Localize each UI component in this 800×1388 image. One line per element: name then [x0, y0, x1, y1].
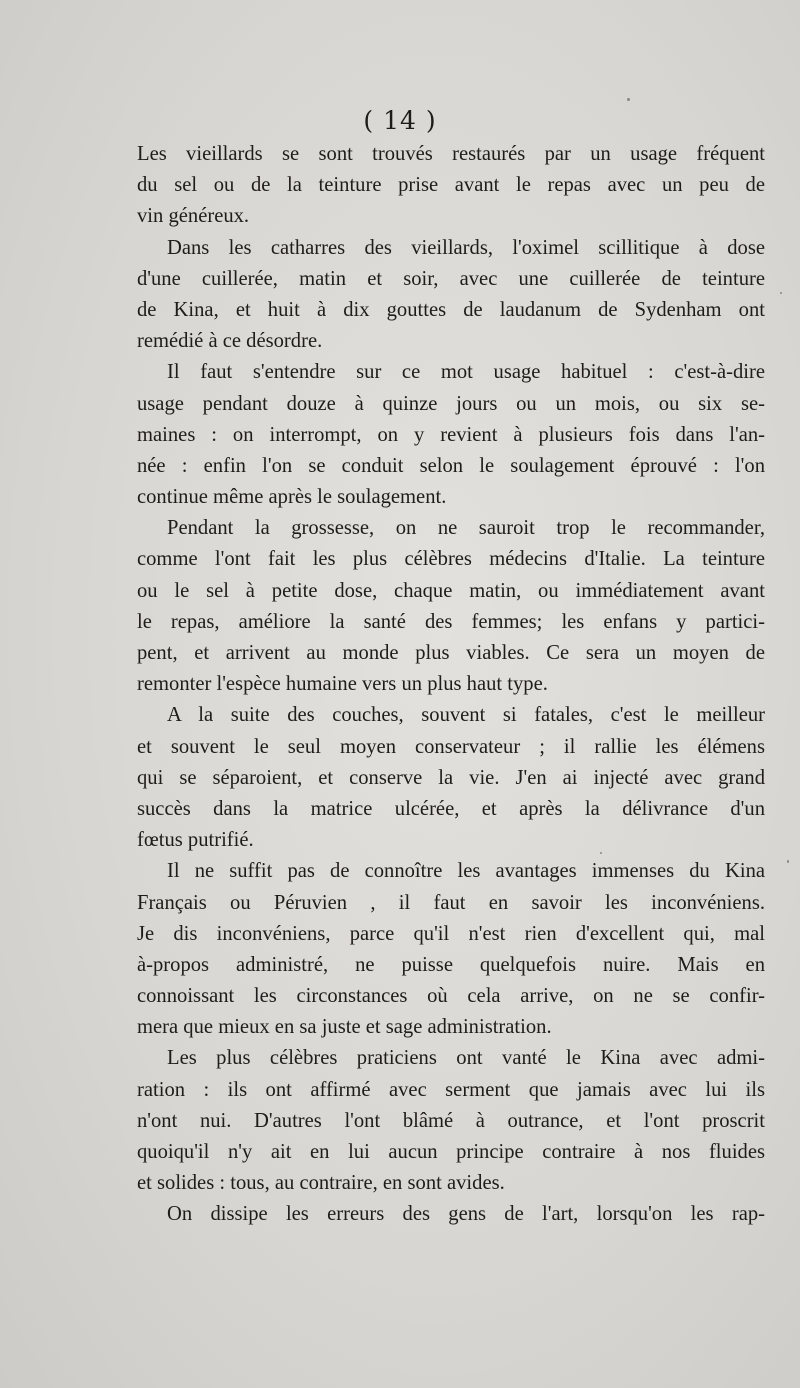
text-line: qui se séparoient, et conserve la vie. J'en ai injecté avec grand — [137, 766, 765, 789]
text-line: ou le sel à petite dose, chaque matin, ou immédiatement avant — [137, 579, 765, 602]
paper-speck — [627, 98, 630, 101]
text-line: Les vieillards se sont trouvés restaurés par un usage fréquent — [137, 143, 765, 165]
text-line: de Kina, et huit à dix gouttes de laudanum de Sydenham ont — [137, 298, 765, 321]
text-line: Les plus célèbres praticiens ont vanté le Kina avec admi- — [167, 1047, 765, 1070]
text-line: On dissipe les erreurs des gens de l'art, lorsqu'on les rap- — [167, 1203, 765, 1226]
text-line: du sel ou de la teinture prise avant le repas avec un peu de — [137, 174, 765, 197]
text-line: connoissant les circonstances où cela arrive, on ne se confir- — [137, 985, 765, 1008]
text-line: n'ont nui. D'autres l'ont blâmé à outrance, et l'ont proscrit — [137, 1109, 765, 1132]
paper-speck — [600, 852, 602, 854]
text-line: pent, et arrivent au monde plus viables. Ce sera un moyen de — [137, 642, 765, 664]
text-line: le repas, améliore la santé des femmes; les enfans y partici- — [137, 610, 765, 633]
text-line: d'une cuillerée, matin et soir, avec une cuillerée de teinture — [137, 267, 765, 290]
text-line: quoiqu'il n'y ait en lui aucun principe contraire à nos fluides — [137, 1141, 765, 1163]
text-line: continue même après le soulagement. — [137, 486, 447, 509]
text-line: née : enfin l'on se conduit selon le soulagement éprouvé : l'on — [137, 454, 765, 477]
text-line: et solides : tous, au contraire, en sont avides. — [137, 1172, 505, 1195]
text-line: maines : on interrompt, on y revient à plusieurs fois dans l'an- — [137, 423, 765, 446]
text-line: usage pendant douze à quinze jours ou un mois, ou six se- — [137, 392, 765, 415]
page-number: ( 14 ) — [363, 106, 437, 135]
text-line: fœtus putrifié. — [137, 829, 254, 852]
paper-speck — [787, 860, 789, 863]
text-line: comme l'ont fait les plus célèbres médecins d'Italie. La teinture — [137, 548, 765, 571]
text-line: Je dis inconvéniens, parce qu'il n'est rien d'excellent qui, mal — [137, 922, 765, 945]
text-line: mera que mieux en sa juste et sage administration. — [137, 1016, 552, 1039]
text-line: et souvent le seul moyen conservateur ; il rallie les élémens — [137, 735, 765, 758]
text-line: succès dans la matrice ulcérée, et après la délivrance d'un — [137, 797, 765, 820]
text-line: Français ou Péruvien , il faut en savoir les inconvéniens. — [137, 891, 765, 914]
text-line: vin généreux. — [137, 205, 250, 228]
text-line: Il ne suffit pas de connoître les avantages immenses du Kina — [167, 860, 765, 883]
text-line: ration : ils ont affirmé avec serment que jamais avec lui ils — [137, 1078, 765, 1101]
text-line: Il faut s'entendre sur ce mot usage habituel : c'est-à-dire — [167, 361, 765, 384]
text-line: à-propos administré, ne puisse quelquefois nuire. Mais en — [137, 953, 765, 976]
text-line: Dans les catharres des vieillards, l'oximel scillitique à dose — [167, 236, 765, 259]
text-line: remonter l'espèce humaine vers un plus haut type. — [137, 673, 548, 696]
paper-speck — [780, 292, 782, 294]
body-text — [137, 139, 765, 1231]
text-line: Pendant la grossesse, on ne sauroit trop le recommander, — [167, 517, 765, 540]
text-line: remédié à ce désordre. — [137, 330, 323, 353]
text-line: A la suite des couches, souvent si fatales, c'est le meilleur — [167, 704, 765, 727]
